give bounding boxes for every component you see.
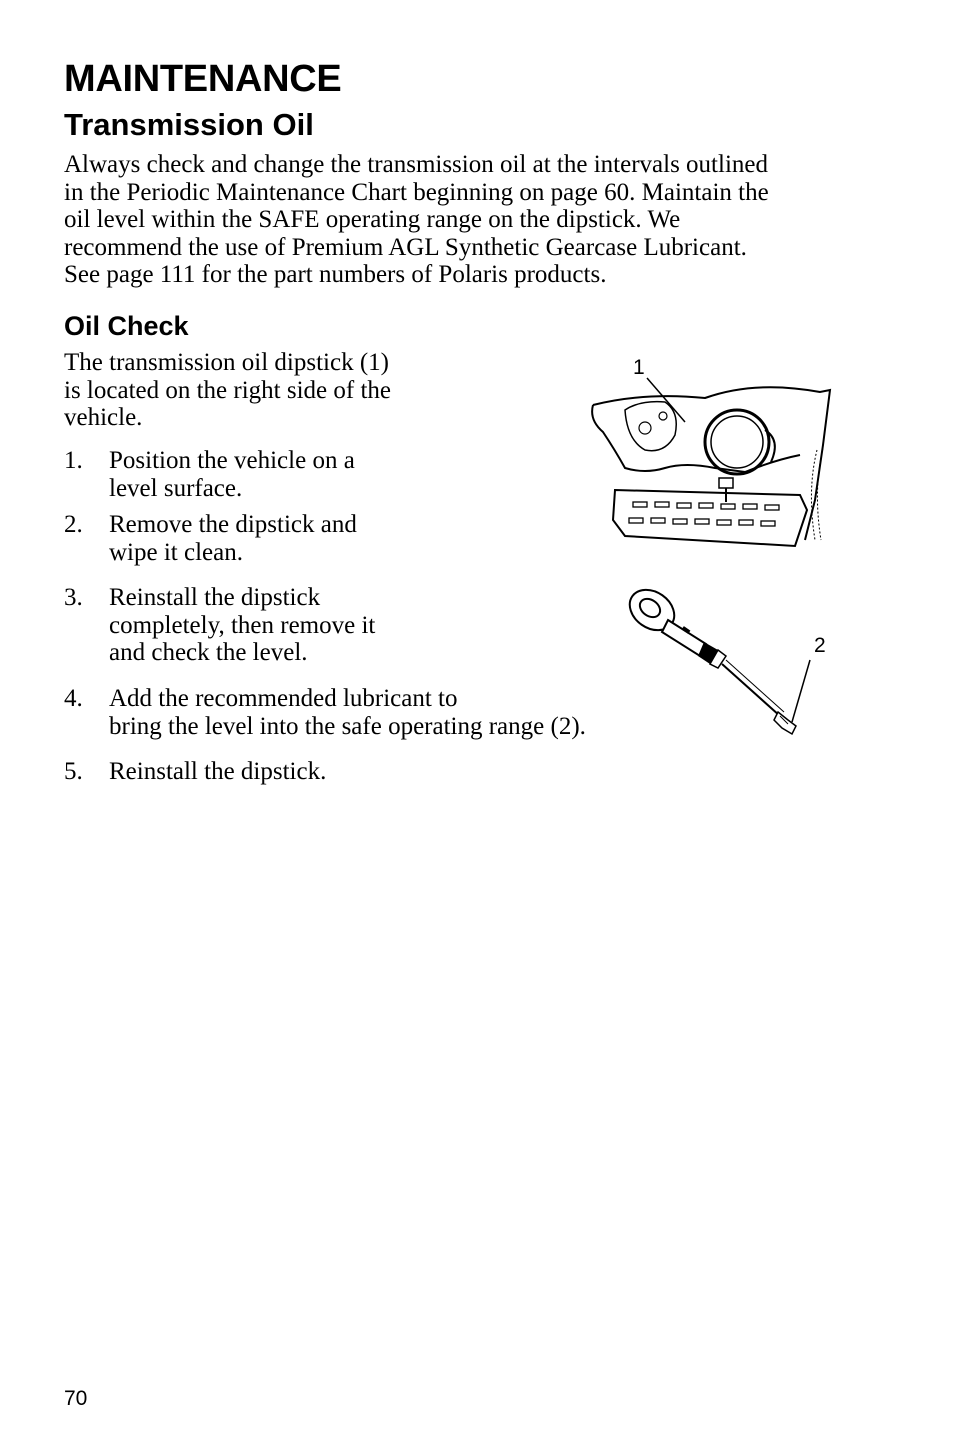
step-number: 1. <box>64 447 83 474</box>
step-line: completely, then remove it <box>109 611 376 639</box>
oil-check-heading: Oil Check <box>64 311 189 341</box>
step-number: 5. <box>64 758 83 785</box>
dipstick-shaft <box>722 664 780 716</box>
step-line: Remove the dipstick and <box>109 511 357 538</box>
oil-check-intro-line: The transmission oil dipstick (1) <box>64 349 389 376</box>
step-text <box>109 685 586 740</box>
step-number: 4. <box>64 685 83 712</box>
step-line: wipe it clean. <box>109 538 243 566</box>
oil-check-intro <box>64 349 444 432</box>
bolt-shape <box>659 412 667 420</box>
bolt-shape <box>639 422 651 434</box>
intro-line: Always check and change the transmission oil at the intervals outlined <box>64 151 768 178</box>
step-2 <box>64 511 357 566</box>
step-text <box>109 584 375 667</box>
step-text <box>109 758 326 786</box>
step-line: level surface. <box>109 474 243 502</box>
transmission-cover <box>705 410 769 474</box>
callout-2-leader <box>792 660 810 722</box>
intro-line: recommend the use of Premium AGL Synthetic Gearcase Lubricant. <box>64 233 747 261</box>
step-line: bring the level into the safe operating range (2). <box>109 712 586 740</box>
callout-1-leader <box>647 378 685 422</box>
step-4 <box>64 685 586 740</box>
step-line: Position the vehicle on a <box>109 447 355 474</box>
oil-check-intro-line: is located on the right side of the <box>64 376 392 404</box>
intro-paragraph <box>64 151 894 289</box>
step-1 <box>64 447 355 502</box>
subsection-title: Transmission Oil <box>64 107 314 142</box>
step-5 <box>64 758 326 786</box>
step-text <box>109 511 357 566</box>
floorboard-slots <box>629 502 779 526</box>
intro-line: oil level within the SAFE operating range on the dipstick. We <box>64 206 681 233</box>
step-number: 3. <box>64 584 83 611</box>
step-text <box>109 447 355 502</box>
oil-check-intro-line: vehicle. <box>64 404 143 431</box>
step-number: 2. <box>64 511 83 538</box>
step-line: Reinstall the dipstick <box>109 584 321 611</box>
intro-line: in the Periodic Maintenance Chart beginning on page 60. Maintain the <box>64 178 769 206</box>
callout-1: 1 <box>633 356 645 379</box>
dipstick-handle <box>719 478 733 488</box>
step-line: and check the level. <box>109 639 308 666</box>
dipstick-neck <box>662 620 706 656</box>
dipstick-illustration <box>620 580 840 750</box>
intro-line: See page 111 for the part numbers of Polaris products. <box>64 261 607 288</box>
callout-2: 2 <box>814 634 826 657</box>
step-3 <box>64 584 375 667</box>
section-title: MAINTENANCE <box>64 58 342 100</box>
page-number: 70 <box>64 1387 88 1410</box>
step-line: Add the recommended lubricant to <box>109 685 458 712</box>
dipstick-tip <box>774 712 796 734</box>
transmission-cover-inner <box>711 416 763 468</box>
dipstick-shaft-edge <box>726 660 784 712</box>
vehicle-dipstick-illustration <box>585 350 845 550</box>
step-line: Reinstall the dipstick. <box>109 758 327 785</box>
